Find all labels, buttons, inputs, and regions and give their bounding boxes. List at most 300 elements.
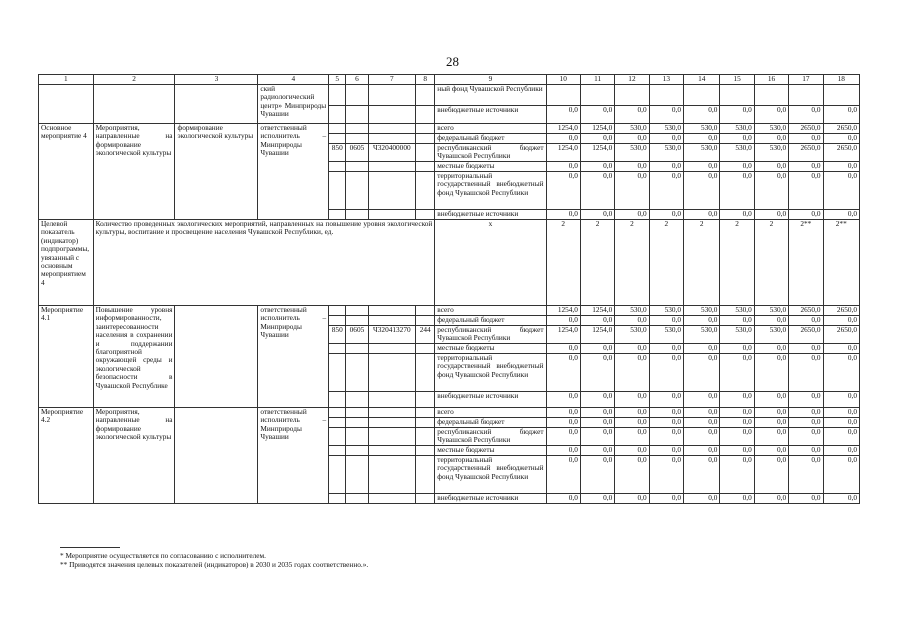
funding-value: 0,0 (649, 316, 683, 326)
funding-value: 0,0 (580, 418, 614, 428)
funding-value: 0,0 (615, 344, 649, 354)
code-cell (346, 446, 368, 456)
funding-value (615, 85, 649, 106)
funding-value: 0,0 (823, 418, 859, 428)
funding-value: 530,0 (615, 306, 649, 316)
code-cell (416, 456, 435, 494)
funding-value: 0,0 (684, 162, 720, 172)
measure-code (39, 85, 94, 124)
funding-value: 0,0 (649, 428, 683, 446)
funding-value: 0,0 (754, 134, 788, 144)
funding-value: 0,0 (789, 162, 823, 172)
funding-value: 0,0 (684, 354, 720, 392)
funding-source: ный фонд Чувашской Республики (435, 85, 546, 106)
funding-value: 0,0 (649, 418, 683, 428)
funding-value: 0,0 (720, 106, 754, 124)
funding-value: 0,0 (580, 494, 614, 504)
funding-source: территориальный государственный внебюджетный фонд Чувашской Республики (435, 456, 546, 494)
code-cell (368, 134, 416, 144)
measure-code: Мероприятие 4.1 (39, 306, 94, 408)
page-number: 28 (446, 54, 459, 69)
code-cell (416, 162, 435, 172)
header-cell: 6 (346, 75, 368, 85)
code-cell (368, 392, 416, 408)
funding-source: республиканский бюджет Чувашской Республики (435, 326, 546, 344)
funding-value: 0,0 (546, 446, 580, 456)
funding-value: 0,0 (789, 134, 823, 144)
funding-value: 0,0 (580, 428, 614, 446)
funding-value (754, 85, 788, 106)
code-cell (368, 210, 416, 220)
funding-value: 0,0 (615, 494, 649, 504)
funding-value: 0,0 (684, 494, 720, 504)
header-cell: 16 (754, 75, 788, 85)
code-cell (416, 418, 435, 428)
funding-value: 0,0 (754, 106, 788, 124)
funding-value: 0,0 (720, 408, 754, 418)
header-cell: 2 (93, 75, 175, 85)
code-cell (346, 344, 368, 354)
funding-value: 0,0 (684, 456, 720, 494)
funding-value: 0,0 (615, 428, 649, 446)
indicator-value: 2 (615, 220, 649, 306)
code-cell (368, 418, 416, 428)
funding-source: республиканский бюджет Чувашской Республики (435, 144, 546, 162)
funding-value: 0,0 (546, 210, 580, 220)
code-cell (416, 144, 435, 162)
code-cell (368, 106, 416, 124)
funding-value: 0,0 (546, 456, 580, 494)
code-cell (368, 494, 416, 504)
code-cell: 0605 (346, 326, 368, 344)
code-cell (329, 446, 346, 456)
funding-value: 0,0 (546, 494, 580, 504)
funding-value: 0,0 (720, 354, 754, 392)
funding-value: 0,0 (823, 428, 859, 446)
header-cell: 5 (329, 75, 346, 85)
code-cell (368, 408, 416, 418)
funding-value: 0,0 (546, 106, 580, 124)
funding-value: 0,0 (546, 344, 580, 354)
funding-value: 0,0 (580, 446, 614, 456)
measure-goal (175, 306, 258, 408)
funding-value (823, 85, 859, 106)
code-cell (416, 354, 435, 392)
funding-value: 0,0 (546, 428, 580, 446)
funding-value: 1254,0 (546, 306, 580, 316)
code-cell (368, 162, 416, 172)
code-cell (329, 162, 346, 172)
funding-value: 0,0 (546, 172, 580, 210)
code-cell (329, 124, 346, 134)
funding-value: 530,0 (720, 326, 754, 344)
code-cell (346, 106, 368, 124)
funding-source: внебюджетные источники (435, 106, 546, 124)
code-cell (368, 85, 416, 106)
code-cell (329, 408, 346, 418)
funding-value: 1254,0 (580, 144, 614, 162)
code-cell: 0605 (346, 144, 368, 162)
funding-value: 0,0 (580, 210, 614, 220)
indicator-value: 2 (580, 220, 614, 306)
code-cell (346, 418, 368, 428)
measure-name (93, 85, 175, 124)
funding-value: 0,0 (720, 134, 754, 144)
funding-value: 0,0 (823, 316, 859, 326)
funding-value: 0,0 (720, 316, 754, 326)
funding-value: 0,0 (649, 106, 683, 124)
funding-value: 0,0 (823, 446, 859, 456)
header-cell: 17 (789, 75, 823, 85)
measure-name: Мероприятия, направленные на формирование экологической культуры (93, 408, 175, 504)
funding-source: республиканский бюджет Чувашской Республики (435, 428, 546, 446)
funding-value: 1254,0 (546, 124, 580, 134)
footnote-1: * Мероприятие осуществляется по согласованию с исполнителем. (60, 551, 266, 560)
header-cell: 4 (258, 75, 329, 85)
code-cell: Ч320413270 (368, 326, 416, 344)
funding-source: местные бюджеты (435, 162, 546, 172)
funding-value: 0,0 (823, 134, 859, 144)
funding-value: 0,0 (580, 456, 614, 494)
funding-value: 0,0 (823, 344, 859, 354)
funding-value: 0,0 (580, 134, 614, 144)
indicator-value: 2 (684, 220, 720, 306)
footnotes (60, 547, 368, 569)
footnote-separator (60, 547, 120, 548)
funding-value: 0,0 (823, 494, 859, 504)
indicator-value: 2 (546, 220, 580, 306)
funding-value: 0,0 (720, 446, 754, 456)
code-cell (416, 408, 435, 418)
indicator-value: 2 (720, 220, 754, 306)
header-cell: 3 (175, 75, 258, 85)
funding-source: федеральный бюджет (435, 316, 546, 326)
indicator-row (39, 220, 860, 306)
funding-value: 0,0 (649, 162, 683, 172)
funding-value: 530,0 (684, 144, 720, 162)
funding-value: 0,0 (684, 344, 720, 354)
code-cell (329, 316, 346, 326)
funding-value: 0,0 (684, 446, 720, 456)
funding-value: 0,0 (684, 418, 720, 428)
code-cell (329, 428, 346, 446)
indicator-value: 2** (823, 220, 859, 306)
code-cell (346, 124, 368, 134)
funding-value: 0,0 (546, 162, 580, 172)
funding-value: 0,0 (720, 418, 754, 428)
funding-value: 0,0 (720, 456, 754, 494)
code-cell (346, 85, 368, 106)
funding-value: 0,0 (615, 134, 649, 144)
funding-source: всего (435, 306, 546, 316)
funding-value: 0,0 (754, 172, 788, 210)
header-cell: 14 (684, 75, 720, 85)
funding-source: внебюджетные источники (435, 494, 546, 504)
code-cell (329, 106, 346, 124)
code-cell (329, 354, 346, 392)
funding-value: 0,0 (789, 172, 823, 210)
funding-value: 0,0 (649, 344, 683, 354)
measure-executor: ответственный исполнитель – Минприроды Чувашии (258, 306, 329, 408)
measure-executor: ответственный исполнитель – Минприроды Чувашии (258, 408, 329, 504)
header-row (39, 75, 860, 85)
funding-value: 0,0 (720, 344, 754, 354)
funding-value: 0,0 (754, 162, 788, 172)
code-cell (416, 85, 435, 106)
funding-value: 0,0 (615, 106, 649, 124)
funding-source: федеральный бюджет (435, 418, 546, 428)
funding-value: 2650,0 (823, 144, 859, 162)
code-cell: 850 (329, 144, 346, 162)
funding-value: 0,0 (580, 172, 614, 210)
funding-value: 0,0 (720, 392, 754, 408)
funding-value: 530,0 (649, 326, 683, 344)
code-cell (416, 392, 435, 408)
funding-value: 0,0 (720, 210, 754, 220)
funding-value: 530,0 (720, 306, 754, 316)
code-cell (346, 456, 368, 494)
funding-value: 530,0 (754, 326, 788, 344)
indicator-x: х (435, 220, 546, 306)
funding-value: 0,0 (823, 172, 859, 210)
code-cell (346, 306, 368, 316)
funding-value (649, 85, 683, 106)
funding-value: 2650,0 (823, 306, 859, 316)
funding-value: 0,0 (615, 418, 649, 428)
funding-value: 0,0 (754, 316, 788, 326)
funding-value (546, 85, 580, 106)
funding-value: 0,0 (649, 494, 683, 504)
measure-goal (175, 408, 258, 504)
funding-value: 0,0 (789, 392, 823, 408)
funding-source: внебюджетные источники (435, 392, 546, 408)
measure-executor: ответственный исполнитель – Минприроды Чувашии (258, 124, 329, 220)
funding-value: 0,0 (754, 446, 788, 456)
code-cell (368, 446, 416, 456)
funding-value: 0,0 (754, 210, 788, 220)
code-cell (346, 134, 368, 144)
funding-value: 530,0 (615, 124, 649, 134)
code-cell (368, 354, 416, 392)
funding-value: 0,0 (684, 428, 720, 446)
code-cell (329, 210, 346, 220)
funding-value: 0,0 (546, 392, 580, 408)
indicator-label: Целевой показатель (индикатор) подпрограммы, увязанный с основным мероприятием 4 (39, 220, 94, 306)
funding-value: 530,0 (684, 124, 720, 134)
funding-value (684, 85, 720, 106)
code-cell (346, 316, 368, 326)
indicator-value: 2 (754, 220, 788, 306)
code-cell (416, 134, 435, 144)
table-row (39, 306, 860, 316)
funding-value: 1254,0 (580, 326, 614, 344)
code-cell (368, 306, 416, 316)
funding-value: 0,0 (789, 210, 823, 220)
indicator-value: 2** (789, 220, 823, 306)
funding-value: 530,0 (754, 306, 788, 316)
funding-value: 0,0 (684, 392, 720, 408)
funding-value: 0,0 (684, 172, 720, 210)
code-cell (329, 172, 346, 210)
code-cell (329, 344, 346, 354)
funding-value: 0,0 (789, 106, 823, 124)
code-cell (416, 106, 435, 124)
funding-value: 0,0 (649, 456, 683, 494)
footnote-2: ** Приводятся значения целевых показателей (индикаторов) в 2030 и 2035 годах соответственно.». (60, 560, 369, 569)
code-cell (329, 418, 346, 428)
funding-value: 0,0 (789, 408, 823, 418)
table-row (39, 124, 860, 134)
code-cell (346, 494, 368, 504)
code-cell (346, 392, 368, 408)
code-cell (346, 354, 368, 392)
funding-value: 0,0 (546, 354, 580, 392)
funding-value: 2650,0 (823, 326, 859, 344)
measure-executor: ский радиологический центр» Минприроды Чувашии (258, 85, 329, 124)
funding-value: 0,0 (789, 316, 823, 326)
code-cell: 244 (416, 326, 435, 344)
funding-value: 0,0 (754, 354, 788, 392)
funding-value: 0,0 (684, 316, 720, 326)
code-cell (329, 134, 346, 144)
funding-value: 0,0 (789, 418, 823, 428)
funding-value: 530,0 (754, 144, 788, 162)
funding-source: всего (435, 408, 546, 418)
funding-value: 0,0 (615, 408, 649, 418)
measure-goal (175, 85, 258, 124)
header-cell: 1 (39, 75, 94, 85)
funding-value: 0,0 (823, 456, 859, 494)
funding-value: 2650,0 (823, 124, 859, 134)
funding-value: 2650,0 (789, 326, 823, 344)
funding-value: 0,0 (789, 494, 823, 504)
funding-value: 0,0 (580, 316, 614, 326)
funding-value: 530,0 (684, 326, 720, 344)
funding-value: 530,0 (754, 124, 788, 134)
funding-value: 0,0 (823, 354, 859, 392)
code-cell (368, 124, 416, 134)
funding-value: 0,0 (649, 210, 683, 220)
funding-value: 1254,0 (580, 306, 614, 316)
measure-name: Повышение уровня информированности, заинтересованности населения в сохранении и поддержании благоприятной окружающей среды и экологической безопасности в Чувашской Республике (93, 306, 175, 408)
funding-value: 1254,0 (546, 144, 580, 162)
funding-source: всего (435, 124, 546, 134)
code-cell (329, 456, 346, 494)
funding-value: 0,0 (720, 172, 754, 210)
funding-value: 530,0 (684, 306, 720, 316)
funding-value: 0,0 (789, 344, 823, 354)
funding-value: 0,0 (615, 456, 649, 494)
funding-value: 0,0 (684, 134, 720, 144)
funding-source: территориальный государственный внебюджетный фонд Чувашской Республики (435, 354, 546, 392)
funding-value: 1254,0 (580, 124, 614, 134)
header-cell: 12 (615, 75, 649, 85)
funding-value: 0,0 (754, 418, 788, 428)
funding-value: 0,0 (649, 392, 683, 408)
measure-goal: формирование экологической культуры (175, 124, 258, 220)
funding-value: 530,0 (615, 326, 649, 344)
funding-value: 0,0 (615, 446, 649, 456)
funding-value: 0,0 (580, 354, 614, 392)
funding-value: 0,0 (823, 210, 859, 220)
measure-code: Основное мероприятие 4 (39, 124, 94, 220)
funding-value: 0,0 (720, 494, 754, 504)
header-cell: 18 (823, 75, 859, 85)
funding-value: 530,0 (649, 306, 683, 316)
table-row (39, 85, 860, 106)
funding-value: 0,0 (615, 316, 649, 326)
funding-value: 0,0 (754, 392, 788, 408)
header-cell: 8 (416, 75, 435, 85)
funding-value: 0,0 (823, 106, 859, 124)
code-cell (329, 494, 346, 504)
funding-value: 0,0 (789, 354, 823, 392)
funding-value: 0,0 (615, 392, 649, 408)
funding-value: 0,0 (720, 162, 754, 172)
funding-value: 0,0 (823, 392, 859, 408)
code-cell: Ч320400000 (368, 144, 416, 162)
funding-value: 0,0 (754, 456, 788, 494)
funding-value: 0,0 (649, 408, 683, 418)
funding-value: 0,0 (823, 162, 859, 172)
code-cell (346, 162, 368, 172)
funding-value: 0,0 (684, 106, 720, 124)
code-cell (416, 306, 435, 316)
funding-source: федеральный бюджет (435, 134, 546, 144)
code-cell (368, 316, 416, 326)
code-cell (346, 210, 368, 220)
funding-value: 0,0 (754, 408, 788, 418)
funding-value: 0,0 (789, 456, 823, 494)
funding-source: территориальный государственный внебюджетный фонд Чувашской Республики (435, 172, 546, 210)
funding-value (720, 85, 754, 106)
funding-source: внебюджетные источники (435, 210, 546, 220)
funding-value: 0,0 (546, 408, 580, 418)
funding-value: 0,0 (684, 210, 720, 220)
funding-value: 2650,0 (789, 124, 823, 134)
funding-value (789, 85, 823, 106)
indicator-description: Количество проведенных экологических мероприятий, направленных на повышение уровня экологической культуры, воспитание и просвещение населения Чувашской Республики, ед. (93, 220, 435, 306)
funding-value: 0,0 (789, 428, 823, 446)
code-cell (329, 306, 346, 316)
funding-value: 0,0 (546, 418, 580, 428)
code-cell (329, 392, 346, 408)
funding-value: 0,0 (580, 392, 614, 408)
indicator-value: 2 (649, 220, 683, 306)
funding-value: 1254,0 (546, 326, 580, 344)
funding-value: 0,0 (649, 354, 683, 392)
code-cell (416, 210, 435, 220)
funding-value: 530,0 (615, 144, 649, 162)
funding-value: 530,0 (720, 144, 754, 162)
code-cell (416, 494, 435, 504)
funding-value: 0,0 (649, 446, 683, 456)
funding-value: 0,0 (754, 494, 788, 504)
funding-value: 0,0 (720, 428, 754, 446)
funding-value: 0,0 (615, 162, 649, 172)
funding-value: 0,0 (649, 134, 683, 144)
funding-value: 0,0 (546, 134, 580, 144)
funding-value: 0,0 (615, 172, 649, 210)
code-cell (416, 344, 435, 354)
funding-value: 530,0 (720, 124, 754, 134)
measure-code: Мероприятие 4.2 (39, 408, 94, 504)
funding-value: 0,0 (580, 408, 614, 418)
funding-value: 0,0 (580, 344, 614, 354)
table-row (39, 408, 860, 418)
header-cell: 11 (580, 75, 614, 85)
code-cell (368, 344, 416, 354)
